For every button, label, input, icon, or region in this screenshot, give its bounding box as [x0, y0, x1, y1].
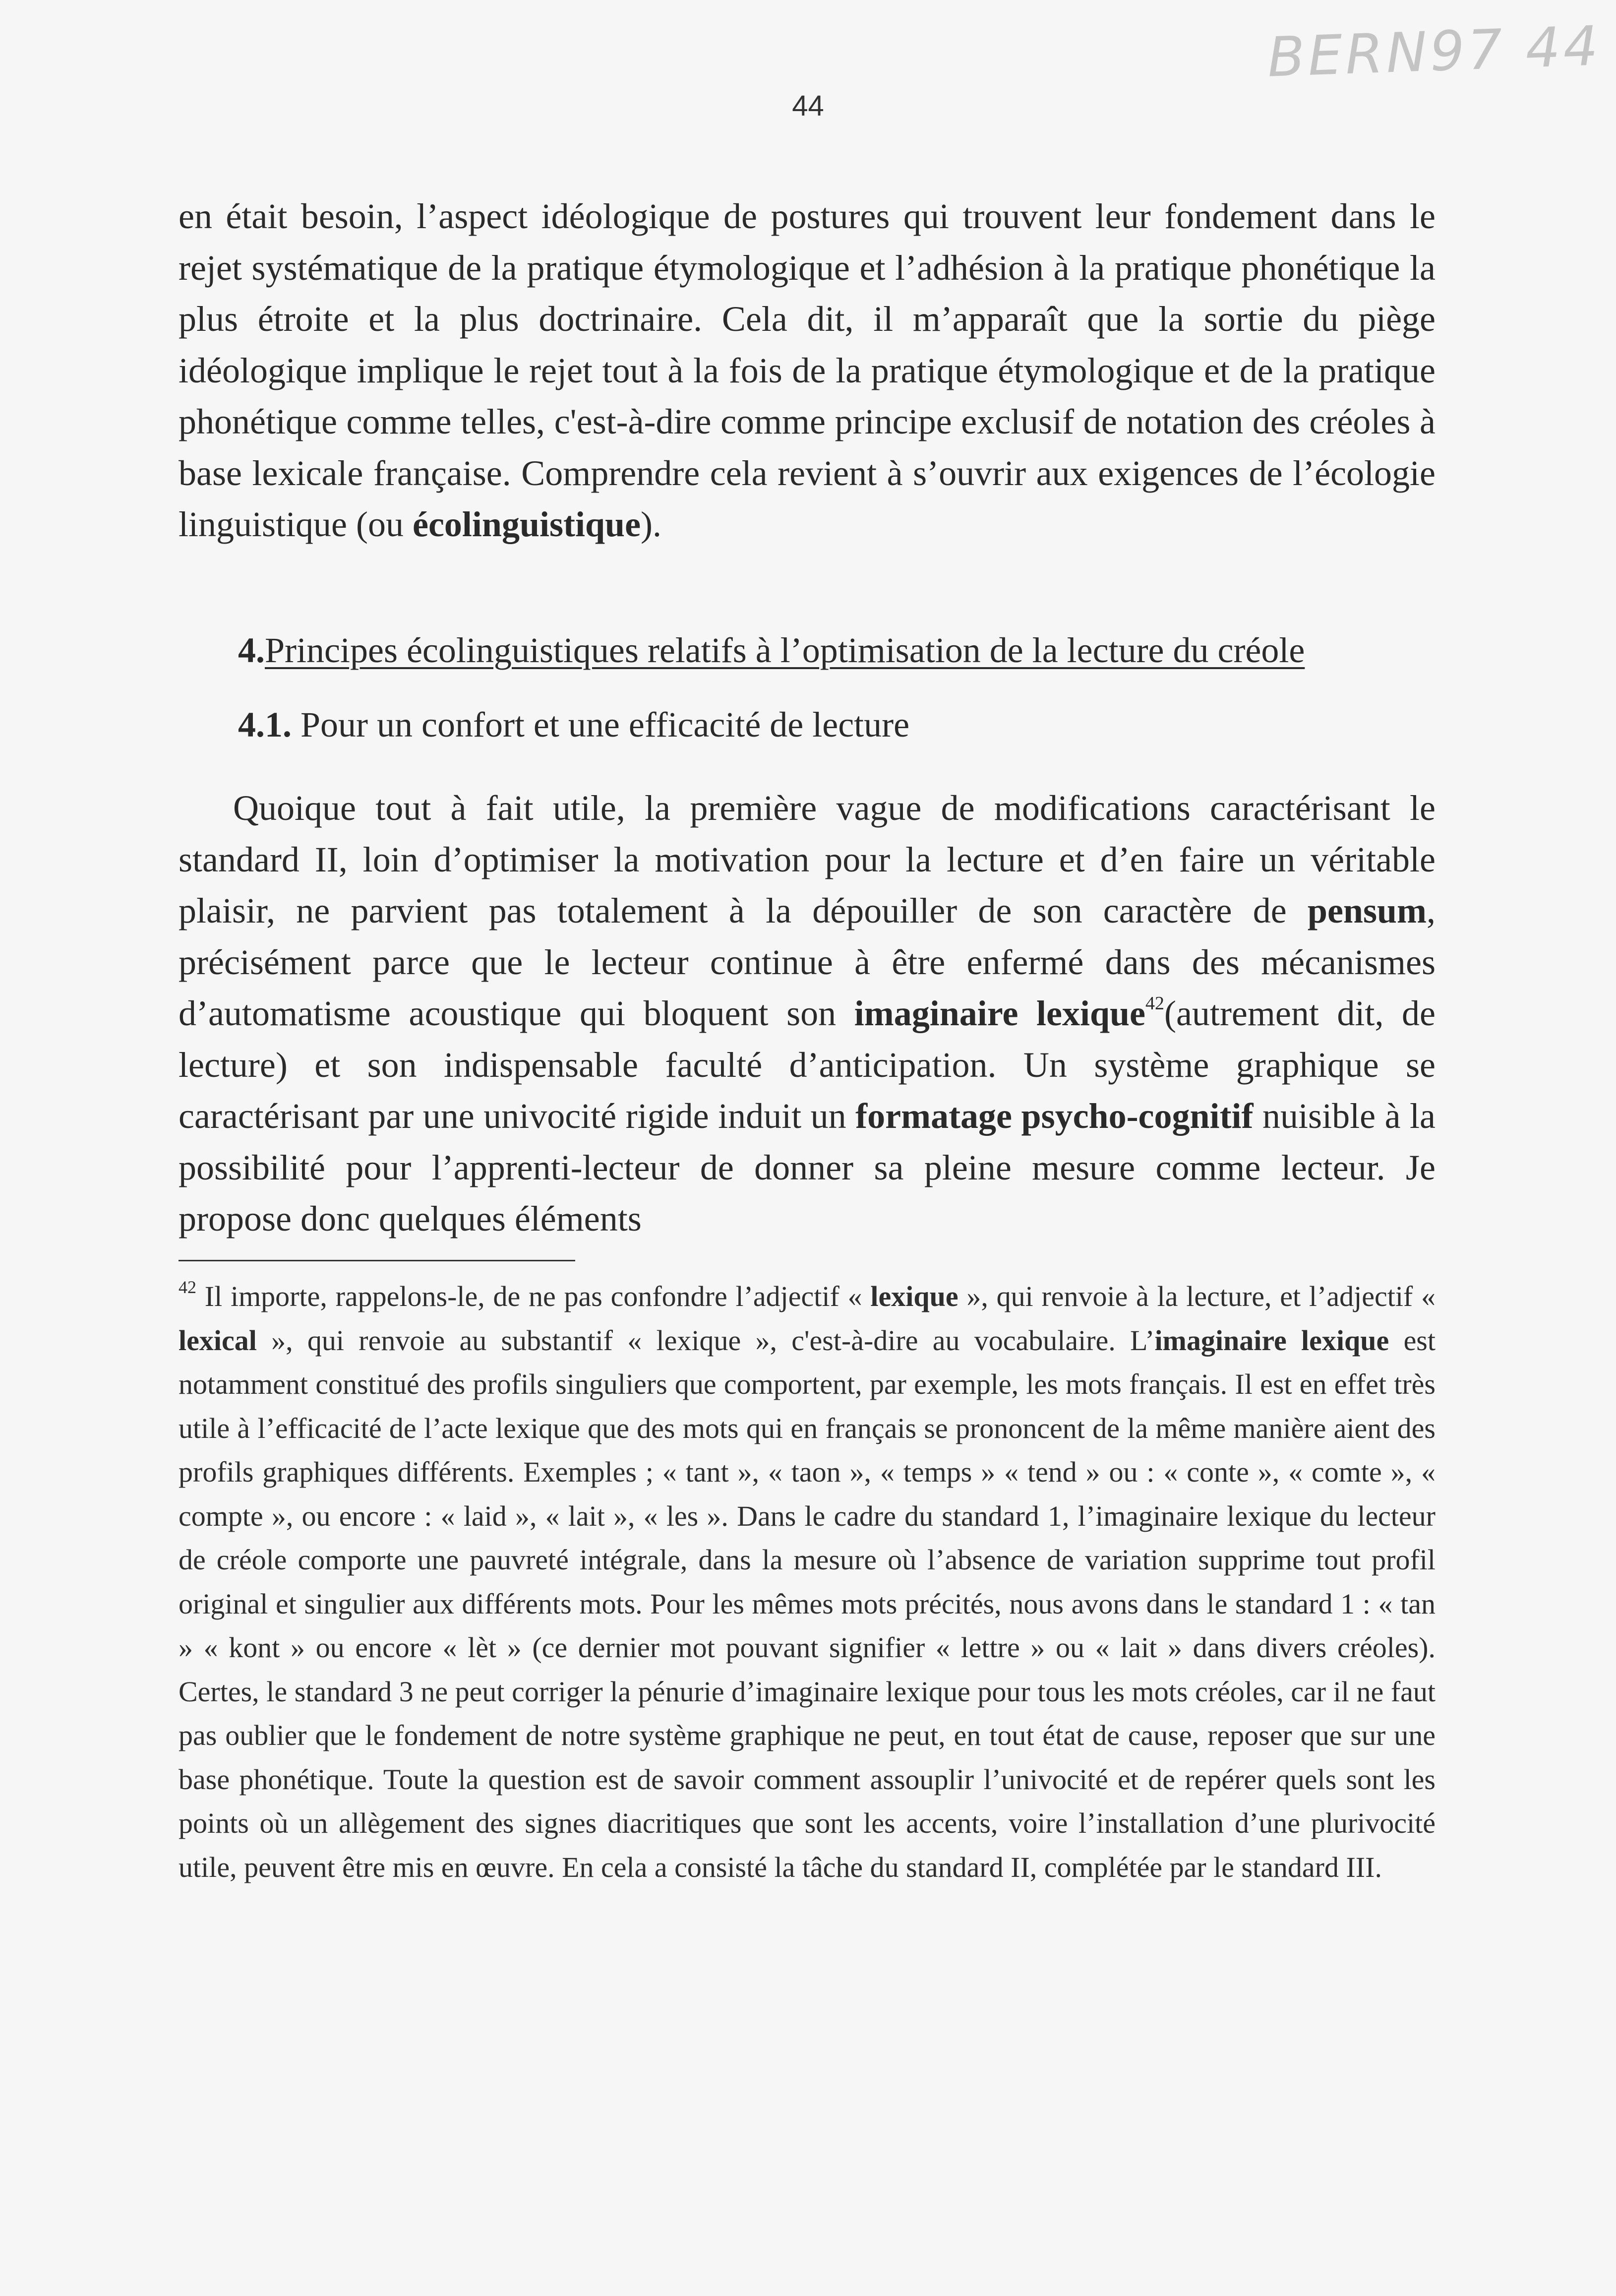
subsection-heading-4-1 — [238, 699, 909, 751]
term-pensum: pensum — [1307, 891, 1427, 931]
paragraph-1 — [179, 191, 1436, 551]
term-imaginaire-lexique-footnote: imaginaire lexique — [1154, 1324, 1389, 1357]
paragraph-2 — [179, 783, 1436, 1245]
paragraph-2-text: Quoique tout à fait utile, la première vague de modifications caractérisant le standard II, loin d’optimiser la motivation pour la lecture et d’en faire un véritable plaisir, ne parvient pas totalement à la dépouiller de son caractère de pensum, précisément parce que le lecteur continue à être enfermé dans des mécanismes d’automatisme acoustique qui bloquent son imaginaire lexique$^{42}$(autrement dit, de lecture) et son indispensable faculté d’anticipation. Un système graphique se caractérisant par une univocité rigide induit un formatage psycho-cognitif nuisible à la possibilité pour l’apprenti-lecteur de donner sa pleine mesure comme lecteur. Je propose donc quelques éléments — [179, 788, 1436, 1239]
term-ecolinguistique: écolinguistique — [412, 504, 641, 544]
term-formatage-psycho-cognitif: formatage psycho-cognitif — [855, 1096, 1254, 1136]
subsection-title: Pour un confort et une efficacité de lecture — [292, 705, 910, 745]
handwritten-annotation: BERN97 44 — [1266, 14, 1603, 89]
section-number: 4. — [238, 630, 265, 670]
section-heading-4 — [238, 625, 1305, 677]
page-number: 44 — [792, 90, 824, 122]
term-lexique: lexique — [870, 1280, 958, 1312]
term-imaginaire-lexique: imaginaire lexique — [854, 993, 1145, 1033]
footnote-number: 42 — [179, 1277, 196, 1297]
footnote-42: $^{42}$ Il importe, rappelons-le, de ne pas confondre l’adjectif « lexique », qui renvoie à la lecture, et l’adjectif « lexical », qui renvoie au substantif « lexique », c'est-à-dire au vocabulaire. L’imaginaire lexique est notamment constitué des profils singuliers que comportent, par exemple, les mots français. Il est en effet très utile à l’efficacité de l’acte lexique que des mots qui en français se prononcent de la même manière aient des profils graphiques différents. Exemples ; « tant », « taon », « temps » « tend » ou : « conte », « comte », « compte », ou encore : « laid », « lait », « les ». Dans le cadre du standard 1, l’imaginaire lexique du lecteur de créole comporte une pauvreté intégrale, dans la mesure où l’absence de variation supprime tout profil original et singulier aux différents mots. Pour les mêmes mots précités, nous avons dans le standard 1 : « tan » « kont » ou encore « lèt » (ce dernier mot pouvant signifier « lettre » ou « lait » dans divers créoles). Certes, le standard 3 ne peut corriger la pénurie d’imaginaire lexique pour tous les mots créoles, car il ne faut pas oublier que le fondement de notre système graphique ne peut, en tout état de cause, reposer que sur une base phonétique. Toute la question est de savoir comment assouplir l’univocité et de repérer quels sont les points où un allègement des signes diacritiques que sont les accents, voire l’installation d’une plurivocité utile, peuvent être mis en œuvre. En cela a consisté la tâche du standard II, complétée par le standard III. — [179, 1277, 1436, 1883]
paragraph-1-text: en était besoin, l’aspect idéologique de postures qui trouvent leur fondement dans le rejet systématique de la pratique étymologique et l’adhésion à la pratique phonétique la plus étroite et la plus doctrinaire. Cela dit, il m’apparaît que la sortie du piège idéologique implique le rejet tout à la fois de la pratique étymologique et de la pratique phonétique comme telles, c'est-à-dire comme principe exclusif de notation des créoles à base lexicale française. Comprendre cela revient à s’ouvrir aux exigences de l’écologie linguistique (ou écolinguistique). — [179, 196, 1436, 544]
footnote-reference[interactable]: 42 — [1145, 993, 1164, 1014]
footnote-separator — [179, 1260, 575, 1261]
subsection-number: 4.1. — [238, 705, 292, 745]
term-lexical: lexical — [179, 1324, 257, 1357]
section-title: Principes écolinguistiques relatifs à l’optimisation de la lecture du créole — [265, 630, 1305, 670]
